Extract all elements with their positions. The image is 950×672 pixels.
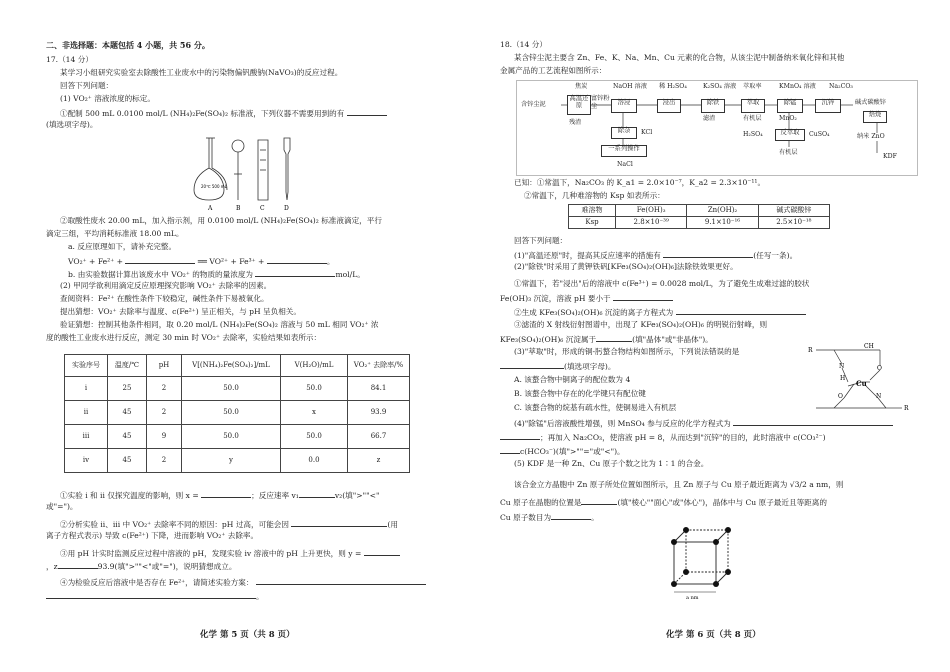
atom-label: R: [904, 405, 909, 412]
flow-label: K₂SO₄ 溶液: [703, 83, 737, 90]
part2: (2) 甲同学欲利用滴定反应原理探究影响 VO₂⁺ 去除率的因素。: [60, 281, 272, 290]
blank[interactable]: [255, 268, 335, 277]
process-flowchart: [516, 80, 918, 176]
funnel-icon: [258, 140, 268, 200]
part1-a: ①配制 500 mL 0.0100 mol/L (NH₄)₂Fe(SO₄)₂ 标准液，下列仪器不需要用到的有: [60, 107, 387, 118]
answer-prompt: 回答下列问题：: [60, 81, 114, 90]
flow-label: Na₂CO₃: [829, 83, 853, 90]
verify-1: 验证猜想：控制其他条件相同，取 0.20 mol/L (NH₄)₂Fe(SO₄)₂ 溶液与 50 mL 相同 VO₂⁺ 浓: [60, 320, 379, 329]
flow-label: KDF: [883, 153, 897, 160]
separatory-funnel-icon: [232, 140, 244, 200]
blank[interactable]: [364, 547, 400, 556]
blank[interactable]: [46, 590, 256, 599]
flow-label: NaOH 溶液: [613, 83, 647, 90]
flow-label: NaCl: [617, 161, 633, 168]
flow-label: 稀 H₂SO₄: [659, 83, 687, 90]
blank[interactable]: [500, 431, 540, 440]
atom-label: R: [808, 347, 813, 354]
flow-box-impurity: 除杂: [611, 127, 637, 139]
flow-label: KCl: [641, 129, 653, 136]
flow-box-leach: 溶浸: [611, 99, 637, 113]
flow-box-iron-removal: 除铁: [701, 99, 725, 113]
blank[interactable]: [733, 417, 893, 426]
atom-label: O: [877, 365, 882, 372]
q18-intro-2: 金属产品的工艺流程如图所示：: [500, 66, 607, 75]
table-row: iv 45 2 y 0.0 z: [65, 449, 410, 473]
p6b: Cu 原子在晶胞的位置是 (填"棱心""面心"或"体心")，晶体中与 Cu 原子最近且等距离的: [500, 498, 827, 507]
option-c: C. 该螯合物的烷基有疏水性，使铜易进入有机层: [514, 403, 677, 412]
table-header-row: [65, 355, 410, 377]
part1-b: ②取酸性废水 20.00 mL，加入指示剂，用 0.0100 mol/L (NH₄)₂Fe(SO₄)₂ 标准液滴定，平行: [60, 216, 382, 225]
part1-bb: b. 由实验数据计算出该废水中 VO₂⁺ 的物质的量浓度为 mol/L。: [68, 270, 365, 279]
table-row: ii 45 2 50.0 x 93.9: [65, 401, 410, 425]
flow-box-mn-removal: 除锰: [777, 99, 803, 113]
p2a-2: Fe(OH)₃ 沉淀，溶液 pH 要小于: [500, 292, 673, 303]
header-cell: pH: [147, 355, 182, 377]
flow-label: CuSO₄: [809, 131, 830, 138]
flow-box-strip: 反萃取: [775, 129, 805, 141]
p2: (2)"除铁"时采用了黄钾铁矾[KFe₃(SO₄)₂(OH)₆]法除铁效果更好。: [514, 262, 738, 271]
table-row: Ksp 2.8×10⁻³⁹ 9.1×10⁻¹⁶ 2.5×10⁻¹⁸: [569, 217, 830, 229]
part1-ba: a. 反应原理如下，请补充完整。: [68, 242, 177, 251]
q-d-line2: 。: [46, 590, 264, 601]
experiment-table: [64, 354, 410, 473]
p3b: (填选项字母)。: [500, 360, 616, 371]
atom-label: Cu: [856, 379, 867, 388]
atom-label: O: [838, 393, 843, 400]
flow-label: KMnO₄ 溶液: [779, 83, 816, 90]
atom-label: CH: [864, 343, 874, 350]
volumetric-flask-icon: [194, 138, 227, 200]
flow-box-calcine: 焙烧: [863, 111, 887, 123]
apparatus-figure: [188, 134, 312, 212]
q-d: ④为检验反应后溶液中是否存在 Fe²⁺，请简述实验方案：: [60, 576, 426, 587]
ksp-table: [568, 204, 830, 229]
unit-cell-figure: [666, 524, 746, 600]
flow-label: 滤渣: [703, 115, 716, 122]
atom-label: N: [876, 393, 882, 400]
reaction-equation: VO₂⁺ + Fe²⁺ + ══ VO²⁺ + Fe³⁺ + 。: [68, 257, 335, 266]
blank[interactable]: [299, 489, 335, 498]
page-6: [476, 0, 950, 672]
q-b: ②分析实验 ii、iii 中 VO₂⁺ 去除率不同的原因：pH 过高，可能会因 (用: [60, 520, 398, 529]
flask-label: 20℃ 500 mL: [201, 184, 227, 189]
q18-title: 18.（14 分）: [500, 40, 547, 49]
flow-label: MnO₂: [779, 115, 797, 122]
blank[interactable]: [347, 107, 387, 116]
blank[interactable]: [613, 292, 673, 301]
q17-title: 17.（14 分）: [46, 55, 93, 64]
flow-label: 有机层: [743, 115, 762, 122]
blank[interactable]: [58, 560, 98, 569]
q-b-end: 离子方程式表示) 导致 c(Fe²⁺) 下降，进而影响 VO₂⁺ 去除率。: [46, 531, 259, 540]
answer-prompt-18: 回答下列问题：: [514, 236, 568, 245]
flow-box-series: 一系列操作: [601, 145, 647, 157]
p4b: ；再加入 Na₂CO₃，使溶液 pH = 8，从而达到"沉锌"的目的，此时溶液中 c(CO₃²⁻): [500, 431, 826, 442]
blank[interactable]: [676, 306, 806, 315]
q-a: ①实验 i 和 ii 仅探究温度的影响，则 x = ；反应速率 v₁ v₂(填">""<": [60, 491, 380, 500]
table-row: iii 45 9 50.0 50.0 66.7: [65, 425, 410, 449]
hypothesis: 提出猜想：VO₂⁺ 去除率与温度、c(Fe²⁺) 呈正相关，与 pH 呈负相关。: [60, 307, 301, 316]
blank[interactable]: [256, 576, 426, 585]
flow-box-solvent: 萃取: [741, 99, 765, 113]
blank[interactable]: [596, 333, 632, 342]
flow-label: 富锌粉尘: [591, 95, 610, 110]
atom-label: H: [840, 375, 846, 382]
header-cell: V(H₂O)/mL: [281, 355, 348, 377]
flow-label: H₂SO₄: [743, 131, 763, 138]
table-row: i 25 2 50.0 50.0 84.1: [65, 377, 410, 401]
part1-a2: (填选项字母)。: [46, 120, 98, 129]
option-b: B. 该螯合物中存在的化学键只有配位键: [514, 389, 646, 398]
header-cell: V[(NH₄)₂Fe(SO₄)₂]/mL: [182, 355, 281, 377]
q-c-end: ，z 93.9(填">""<"或"=")，说明猜想成立。: [46, 562, 237, 571]
q-a-end: 或"=")。: [46, 502, 78, 511]
flow-box-extract: 浸出: [657, 99, 681, 113]
blank[interactable]: [663, 249, 753, 258]
q-c: ③用 pH 计实时监测反应过程中溶液的 pH，发现实验 iv 溶液中的 pH 上升更快，则 y =: [60, 547, 400, 558]
known-1: 已知：①常温下，Na₂CO₃ 的 K_a1 = 2.0×10⁻⁷，K_a2 = 2.3×10⁻¹¹。: [514, 178, 766, 187]
blank[interactable]: [201, 489, 251, 498]
p6a: 该合金立方晶胞中 Zn 原子所处位置如图所示，且 Zn 原子与 Cu 原子最近距离为 √3/2 a nm，则: [514, 480, 844, 489]
p2b: ②生成 KFe₃(SO₄)₂(OH)₆ 沉淀的离子方程式为: [514, 306, 806, 317]
header-cell: 温度/℃: [108, 355, 147, 377]
label-b: B: [236, 205, 241, 212]
p1: (1)"高温还原"时，提高其反应速率的措施有 (任写一条)。: [514, 251, 798, 260]
copper-oxime-chelate-figure: [804, 342, 914, 416]
blank[interactable]: [291, 518, 387, 527]
flow-label: 碱式碳酸锌: [855, 99, 886, 106]
blank[interactable]: [125, 255, 195, 264]
flow-box-zn-precip: 沉锌: [815, 99, 841, 113]
part1: (1) VO₂⁺ 溶液浓度的标定。: [60, 94, 155, 103]
p4a: (4)"除锰"后溶液酸性增强，则 MnSO₄ 参与反应的化学方程式为: [514, 417, 893, 428]
table-header-row: 难溶物 Fe(OH)₃ Zn(OH)₂ 碱式碳酸锌: [569, 205, 830, 217]
cube-dimension-label: a nm: [686, 595, 699, 600]
flow-label: 残渣: [569, 119, 582, 126]
atom-label: N: [839, 363, 845, 370]
p5: (5) KDF 是一种 Zn、Cu 原子个数之比为 1∶1 的合金。: [514, 459, 709, 468]
label-d: D: [284, 205, 289, 212]
flow-label: 焦炭: [575, 83, 588, 90]
p4c: c(HCO₃⁻)(填">""="或"<")。: [500, 445, 625, 456]
p3: (3)"萃取"时，形成的铜-肟螯合物结构如图所示，下列说法错误的是: [514, 347, 740, 356]
known-2: ②常温下，几种难溶物的 Ksp 如表所示：: [524, 191, 665, 200]
blank[interactable]: [581, 496, 617, 505]
page-5: [0, 0, 474, 672]
flow-label: 萃取率: [743, 83, 762, 90]
flow-label: 含锌尘泥: [521, 101, 546, 108]
flow-label: 纳米 ZnO: [857, 133, 885, 140]
blank[interactable]: [500, 360, 564, 369]
p6d: Cu 原子数目为 。: [500, 513, 599, 522]
header-cell: VO₂⁺ 去除率/%: [348, 355, 410, 377]
blank[interactable]: [500, 445, 520, 454]
flow-box-reduction: 高温还原: [567, 95, 591, 115]
p2c-2: KFe₃(SO₄)₂(OH)₆ 沉淀属于 (填"晶体"或"非晶体")。: [500, 335, 713, 344]
q18-intro-1: 某含锌尘泥主要含 Zn、Fe、K、Na、Mn、Cu 元素的化合物，从该尘泥中制备纳米氧化锌和其他: [514, 53, 845, 62]
info: 查阅资料：Fe²⁺ 在酸性条件下较稳定，碱性条件下易被氧化。: [60, 294, 269, 303]
verify-2: 度的酸性工业废水进行反应，测定 30 min 时 VO₂⁺ 去除率，实验结果如表所示：: [46, 333, 322, 342]
p2a-1: ①常温下，若"浸出"后的溶液中 c(Fe³⁺) = 0.0028 mol/L，为了避免生成难过滤的胶状: [514, 279, 810, 288]
flow-label: 有机层: [779, 149, 798, 156]
page-footer: 化学 第 5 页（共 8 页）: [200, 630, 295, 640]
page-footer: 化学 第 6 页（共 8 页）: [666, 630, 761, 640]
dropper-icon: [284, 138, 290, 200]
p2c-1: ③滤渣的 X 射线衍射图谱中，出现了 KFe₃(SO₄)₂(OH)₆ 的明锐衍射峰，则: [514, 320, 768, 329]
blank[interactable]: [267, 255, 327, 264]
option-a: A. 该螯合物中铜离子的配位数为 4: [514, 375, 631, 384]
q17-intro: 某学习小组研究实验室去除酸性工业废水中的污染物偏钒酸钠(NaVO₃)的反应过程。: [60, 68, 343, 77]
label-c: C: [260, 205, 265, 212]
label-a: A: [208, 205, 213, 212]
blank[interactable]: [551, 511, 591, 520]
part1-b2: 滴定三组，平均消耗标准液 18.00 mL。: [46, 229, 184, 238]
section-heading: 二、非选择题：本题包括 4 小题，共 56 分。: [46, 40, 210, 50]
header-cell: 实验序号: [65, 355, 108, 377]
